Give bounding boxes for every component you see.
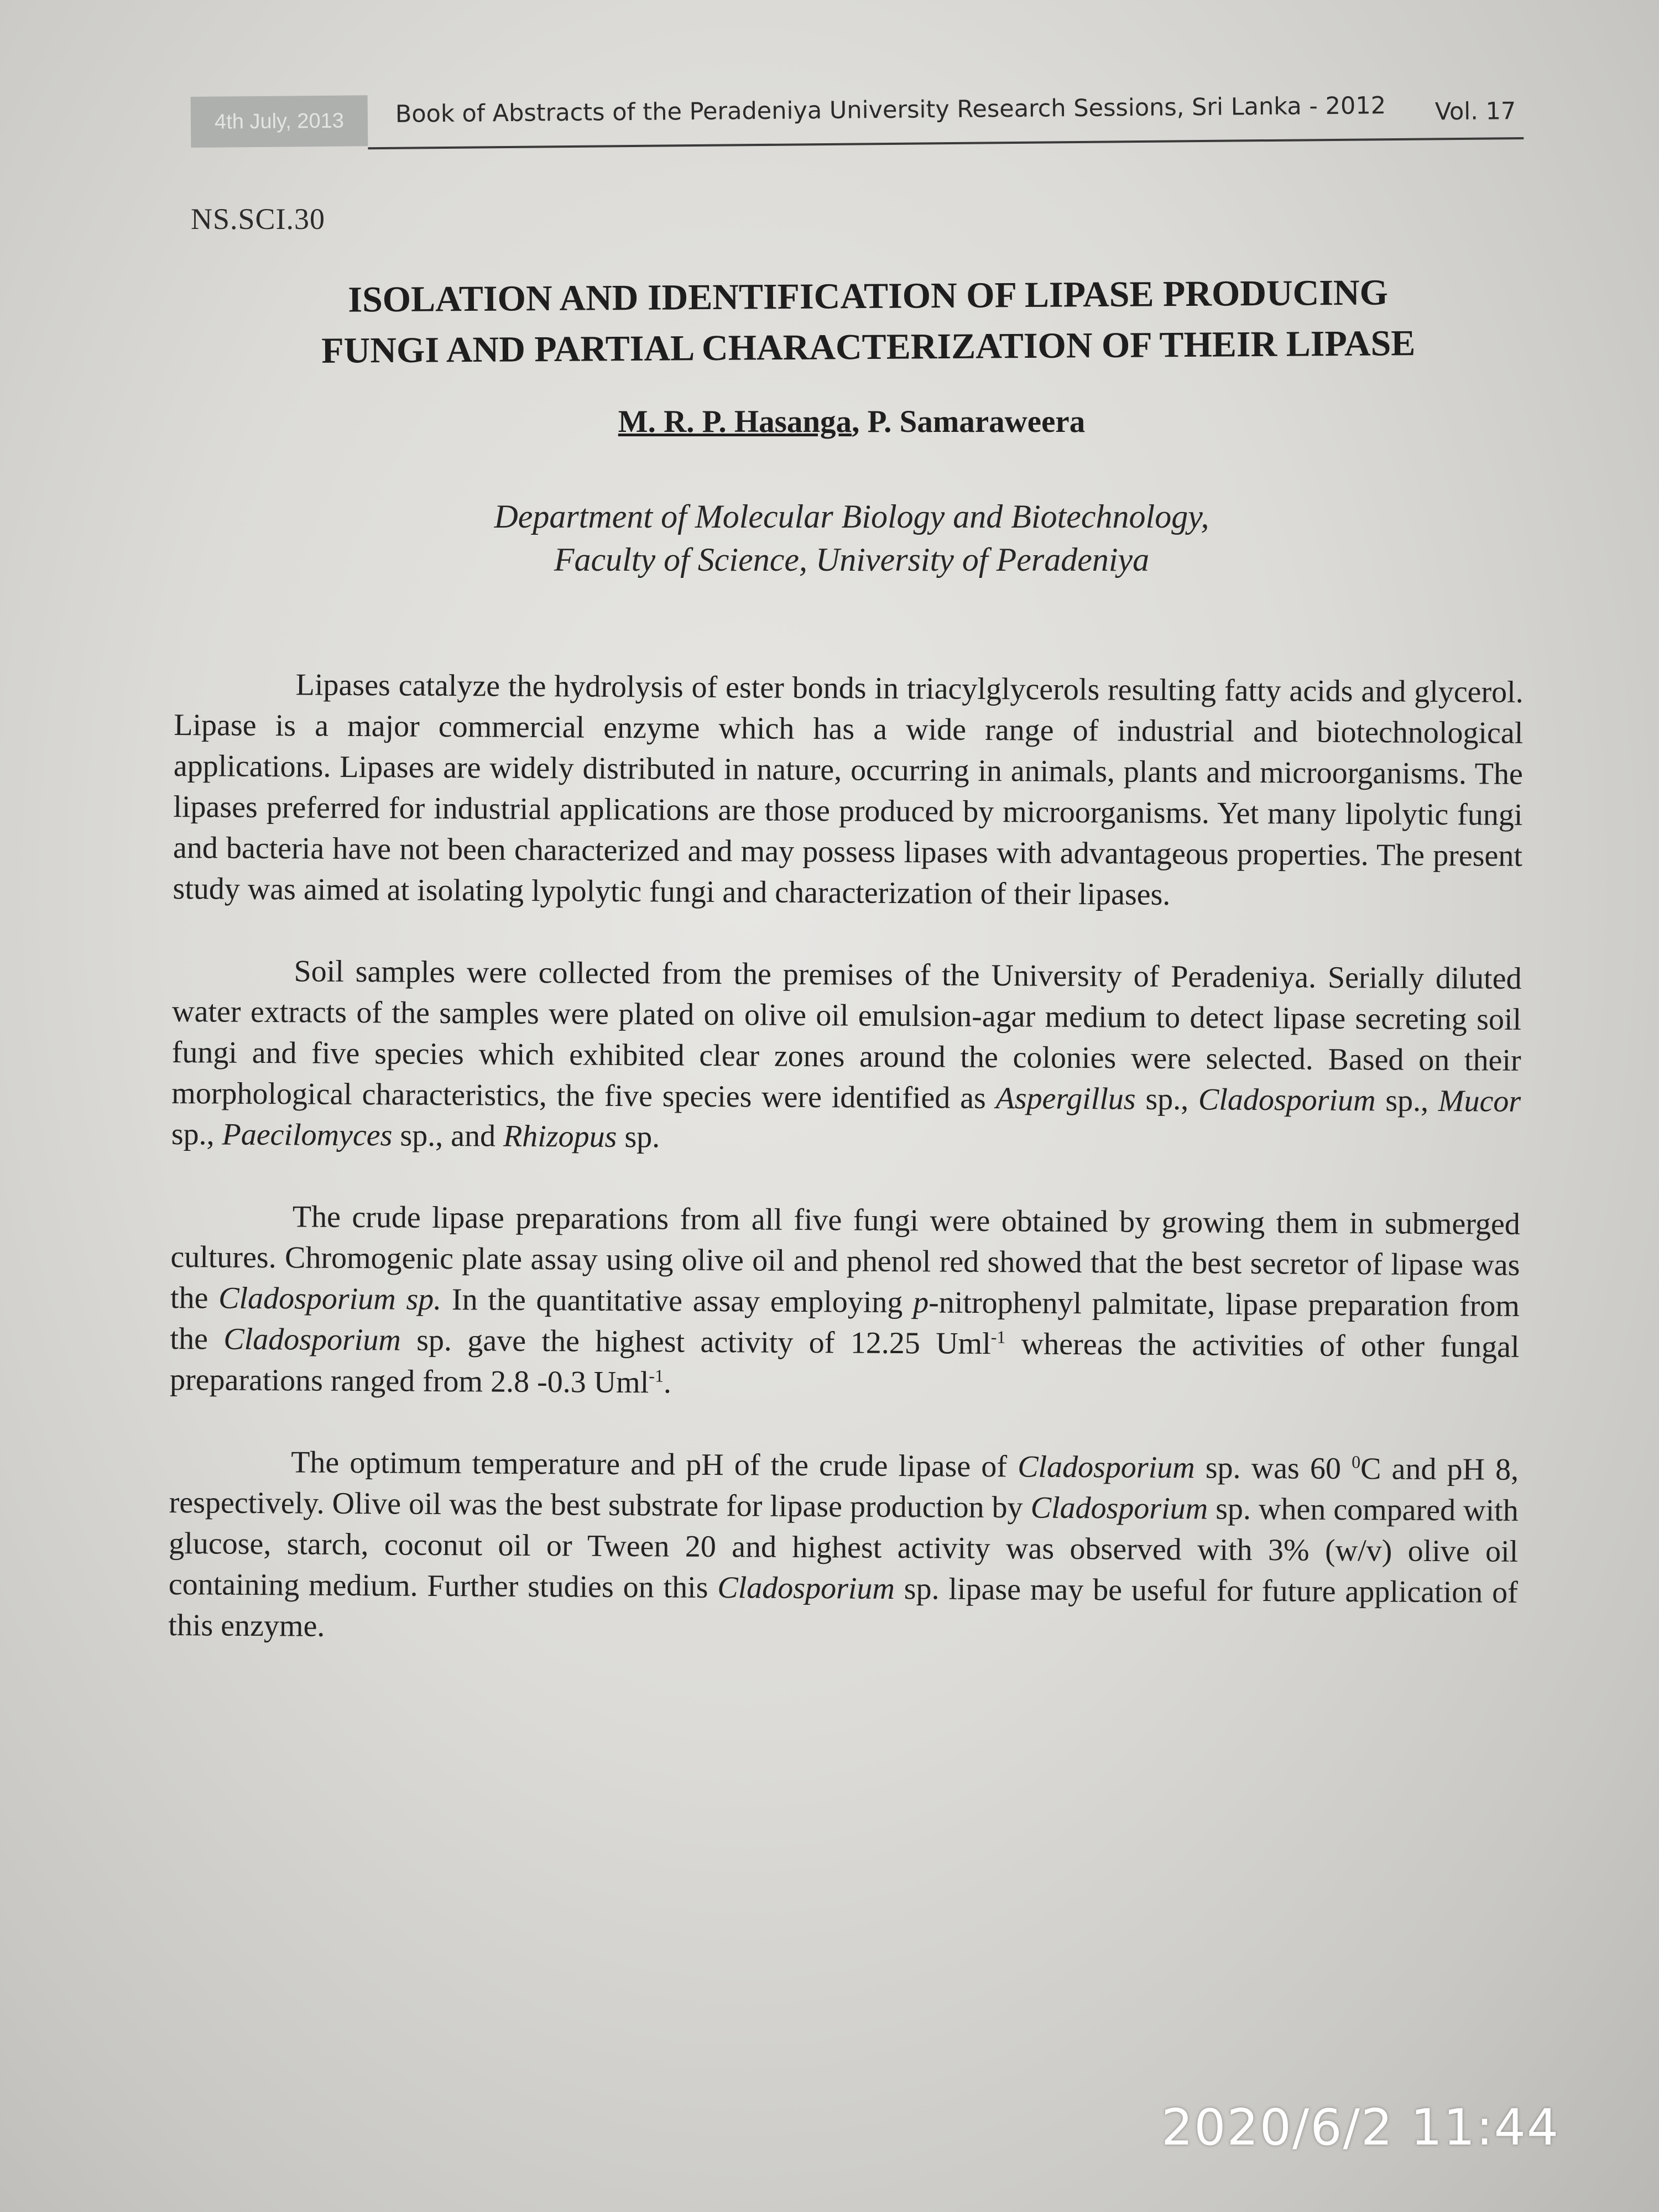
abstract-code: NS.SCI.30 [191, 202, 326, 236]
species-name: Rhizopus [503, 1119, 617, 1154]
abstract-body [168, 664, 1524, 1695]
title-line-1: ISOLATION AND IDENTIFICATION OF LIPASE PRODUCING [348, 272, 1389, 320]
author-presenting: M. R. P. Hasanga [618, 404, 852, 439]
paragraph-3: The crude lipase preparations from all five fungi were obtained by growing them in submerged cultures. Chromogenic plate assay using olive oil and phenol red showed that the best secretor of lipase was the Cladosporium sp. In the quantitative assay employing p-nitrophenyl palmitate, lipase preparation from the Cladosporium sp. gave the highest activity of 12.25 Uml$^{-1}$ whereas the activities of other fungal preparations ranged from 2.8 -0.3 Uml$^{-1}$. [169, 1199, 1521, 1400]
author-second: P. Samaraweera [867, 404, 1086, 439]
species-name: Cladosporium [1198, 1082, 1376, 1118]
affiliation-line-2: Faculty of Science, University of Peradeniya [554, 541, 1150, 578]
species-name: Mucor [1438, 1083, 1521, 1119]
document-page [166, 77, 1537, 2212]
running-header [191, 85, 1524, 149]
authors: M. R. P. Hasanga, P. Samaraweera [618, 404, 1086, 439]
abstract-title [199, 267, 1537, 378]
header-rule [368, 137, 1524, 149]
affiliation [166, 495, 1537, 581]
species-name: Paecilomyces [222, 1117, 393, 1153]
paragraph-2: Soil samples were collected from the premises of the University of Peradeniya. Serially diluted water extracts of the samples were plated on olive oil emulsion-agar medium to detect lipase secreting soil fungi and five species which exhibited clear zones around the colonies were selected. Based on their morphological characteristics, the five species were identified as Aspergillus sp., Cladosporium sp., Mucor sp., Paecilomyces sp., and Rhizopus sp. [171, 954, 1522, 1155]
affiliation-line-1: Department of Molecular Biology and Biotechnology, [494, 498, 1209, 535]
title-line-2: FUNGI AND PARTIAL CHARACTERIZATION OF THEIR LIPASE [321, 323, 1416, 371]
header-date: 4th July, 2013 [191, 95, 368, 148]
header-volume: Vol. 17 [1434, 97, 1516, 126]
photo-timestamp: 2020/6/2 11:44 [1161, 2099, 1560, 2157]
species-name: Aspergillus [995, 1081, 1136, 1117]
header-book-title: Book of Abstracts of the Peradeniya University Research Sessions, Sri Lanka - 2012 [395, 92, 1386, 128]
paragraph-4: The optimum temperature and pH of the crude lipase of Cladosporium sp. was 60 $^0$C and pH 8, respectively. Olive oil was the best substrate for lipase production by Cladosporium sp. when compared with glucose, starch, coconut oil or Tween 20 and highest activity was observed with 3% (w/v) olive oil containing medium. Further studies on this Cladosporium sp. lipase may be useful for future application of this enzyme. [168, 1445, 1519, 1644]
paragraph-1: Lipases catalyze the hydrolysis of ester bonds in triacylglycerols resulting fatty acids and glycerol. Lipase is a major commercial enzyme which has a wide range of industrial and biotechnological applications. Lipases are widely distributed in nature, occurring in animals, plants and microorganisms. The lipases preferred for industrial applications are those produced by microorganisms. Yet many lipolytic fungi and bacteria have not been characterized and may possess lipases with advantageous properties. The present study was aimed at isolating lypolytic fungi and characterization of their lipases. [173, 667, 1524, 912]
